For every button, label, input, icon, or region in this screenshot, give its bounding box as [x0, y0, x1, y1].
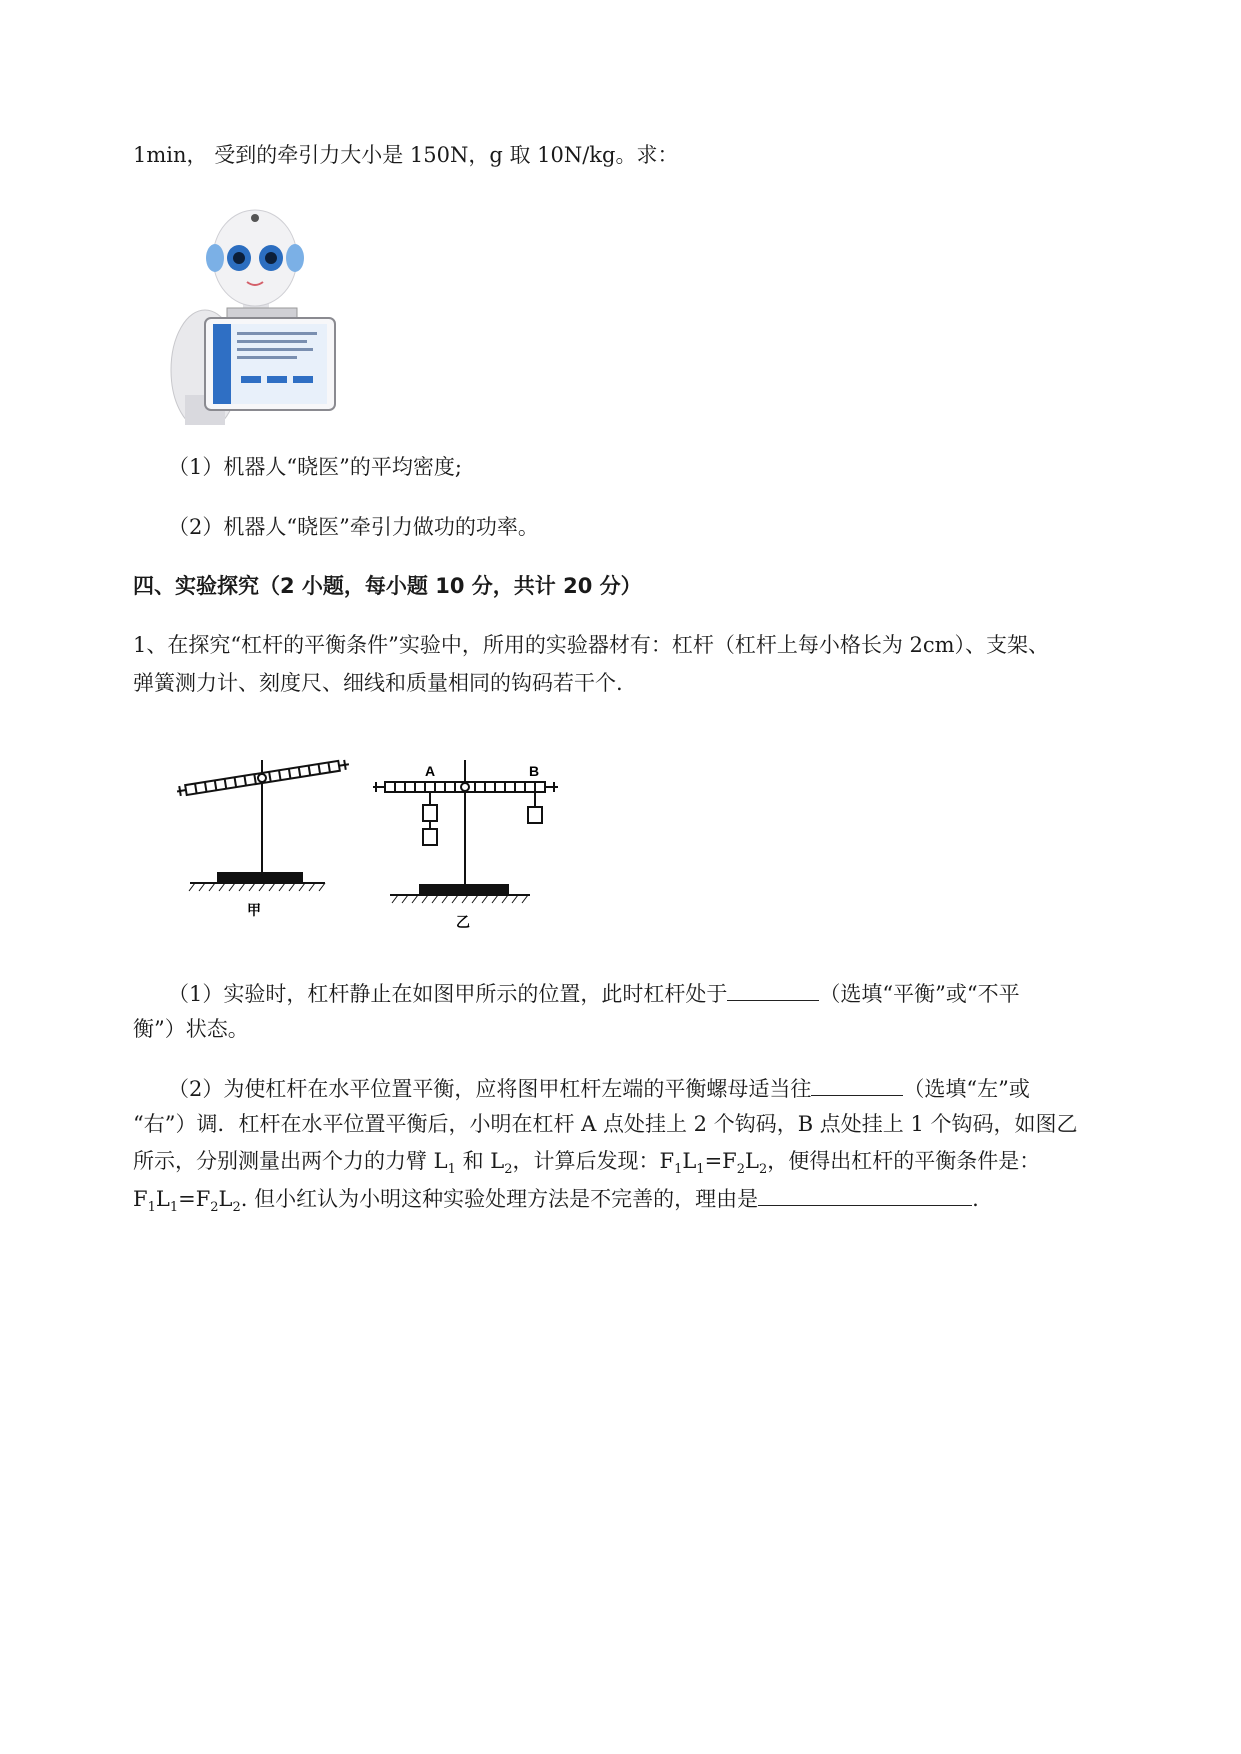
- lever-left: [176, 759, 349, 891]
- question-2: （2）机器人“晓医”牵引力做功的功率。: [168, 515, 539, 539]
- sub2-l3-e: =F: [704, 1149, 737, 1173]
- sub2-l4-f: F: [133, 1187, 148, 1211]
- question-1: （1）机器人“晓医”的平均密度;: [168, 455, 462, 479]
- sub2-l4-l2: L: [218, 1187, 233, 1211]
- answer-blank-3[interactable]: [758, 1183, 972, 1206]
- sub1-line1: [168, 978, 1020, 1009]
- label-point-b: B: [529, 763, 540, 779]
- section-header: 四、实验探究（2 小题，每小题 10 分，共计 20 分）: [133, 574, 642, 598]
- sub2-line3: [133, 1146, 1040, 1176]
- sub2-line2: “右”）调．杠杆在水平位置平衡后，小明在杠杆 A 点处挂上 2 个钩码，B 点处挂上 1 个钩码，如图乙: [133, 1112, 1078, 1136]
- sub2-l4-text: . 但小红认为小明这种实验处理方法是不完善的，理由是: [240, 1187, 759, 1211]
- answer-blank-1[interactable]: [727, 978, 819, 1001]
- sub1-text-b: （选填“平衡”或“不平: [819, 982, 1020, 1006]
- sub2-l3-a: 所示，分别测量出两个力的力臂 L: [133, 1149, 448, 1173]
- sub2-l4-l: L: [155, 1187, 170, 1211]
- answer-blank-2[interactable]: [811, 1073, 903, 1096]
- sub2-text-a: （2）为使杠杆在水平位置平衡，应将图甲杠杆左端的平衡螺母适当往: [168, 1077, 812, 1101]
- sub1-line2: 衡”）状态。: [133, 1017, 249, 1041]
- sub2-l3-sub3: 1: [674, 1162, 683, 1178]
- sub2-l3-sub4: 1: [696, 1162, 705, 1178]
- sub2-l4-end: .: [972, 1187, 979, 1211]
- sub1-text-a: （1）实验时，杠杆静止在如图甲所示的位置，此时杠杆处于: [168, 982, 728, 1006]
- sub2-l4-sub3: 2: [210, 1200, 219, 1216]
- lever-right: [373, 760, 558, 903]
- sub2-l4-sub4: 2: [232, 1200, 241, 1216]
- label-point-a: A: [425, 763, 436, 779]
- robot-photo: [165, 200, 345, 425]
- label-jia: 甲: [247, 902, 261, 918]
- sub2-line1: [168, 1073, 1030, 1104]
- sub2-l3-b: 和 L: [455, 1149, 505, 1173]
- lever-figure: [170, 745, 570, 930]
- sub2-l3-sub2: 2: [504, 1162, 513, 1178]
- problem1-line1: 1、在探究“杠杆的平衡条件”实验中，所用的实验器材有：杠杆（杠杆上每小格长为 2cm）、支架、: [133, 633, 1050, 657]
- sub2-l4-eq: =F: [178, 1187, 211, 1211]
- sub2-l3-c: ，计算后发现：F: [512, 1149, 675, 1173]
- sub2-l4-sub2: 1: [169, 1200, 179, 1216]
- sub2-l3-f: L: [745, 1149, 759, 1173]
- intro-text: 1min， 受到的牵引力大小是 150N，g 取 10N/kg。求：: [133, 143, 679, 167]
- sub2-text-b: （选填“左”或: [903, 1077, 1030, 1101]
- sub2-l3-g: ，便得出杠杆的平衡条件是：: [767, 1149, 1041, 1173]
- sub2-l3-sub6: 2: [758, 1162, 768, 1178]
- sub2-l3-sub5: 2: [736, 1162, 746, 1178]
- label-yi: 乙: [456, 914, 470, 930]
- sub2-l3-d: L: [682, 1149, 697, 1173]
- problem1-line2: 弹簧测力计、刻度尺、细线和质量相同的钩码若干个.: [133, 671, 623, 695]
- sub2-l4-sub1: 1: [147, 1200, 156, 1216]
- sub2-l3-sub1: 1: [447, 1162, 456, 1178]
- sub2-line4: [133, 1183, 979, 1214]
